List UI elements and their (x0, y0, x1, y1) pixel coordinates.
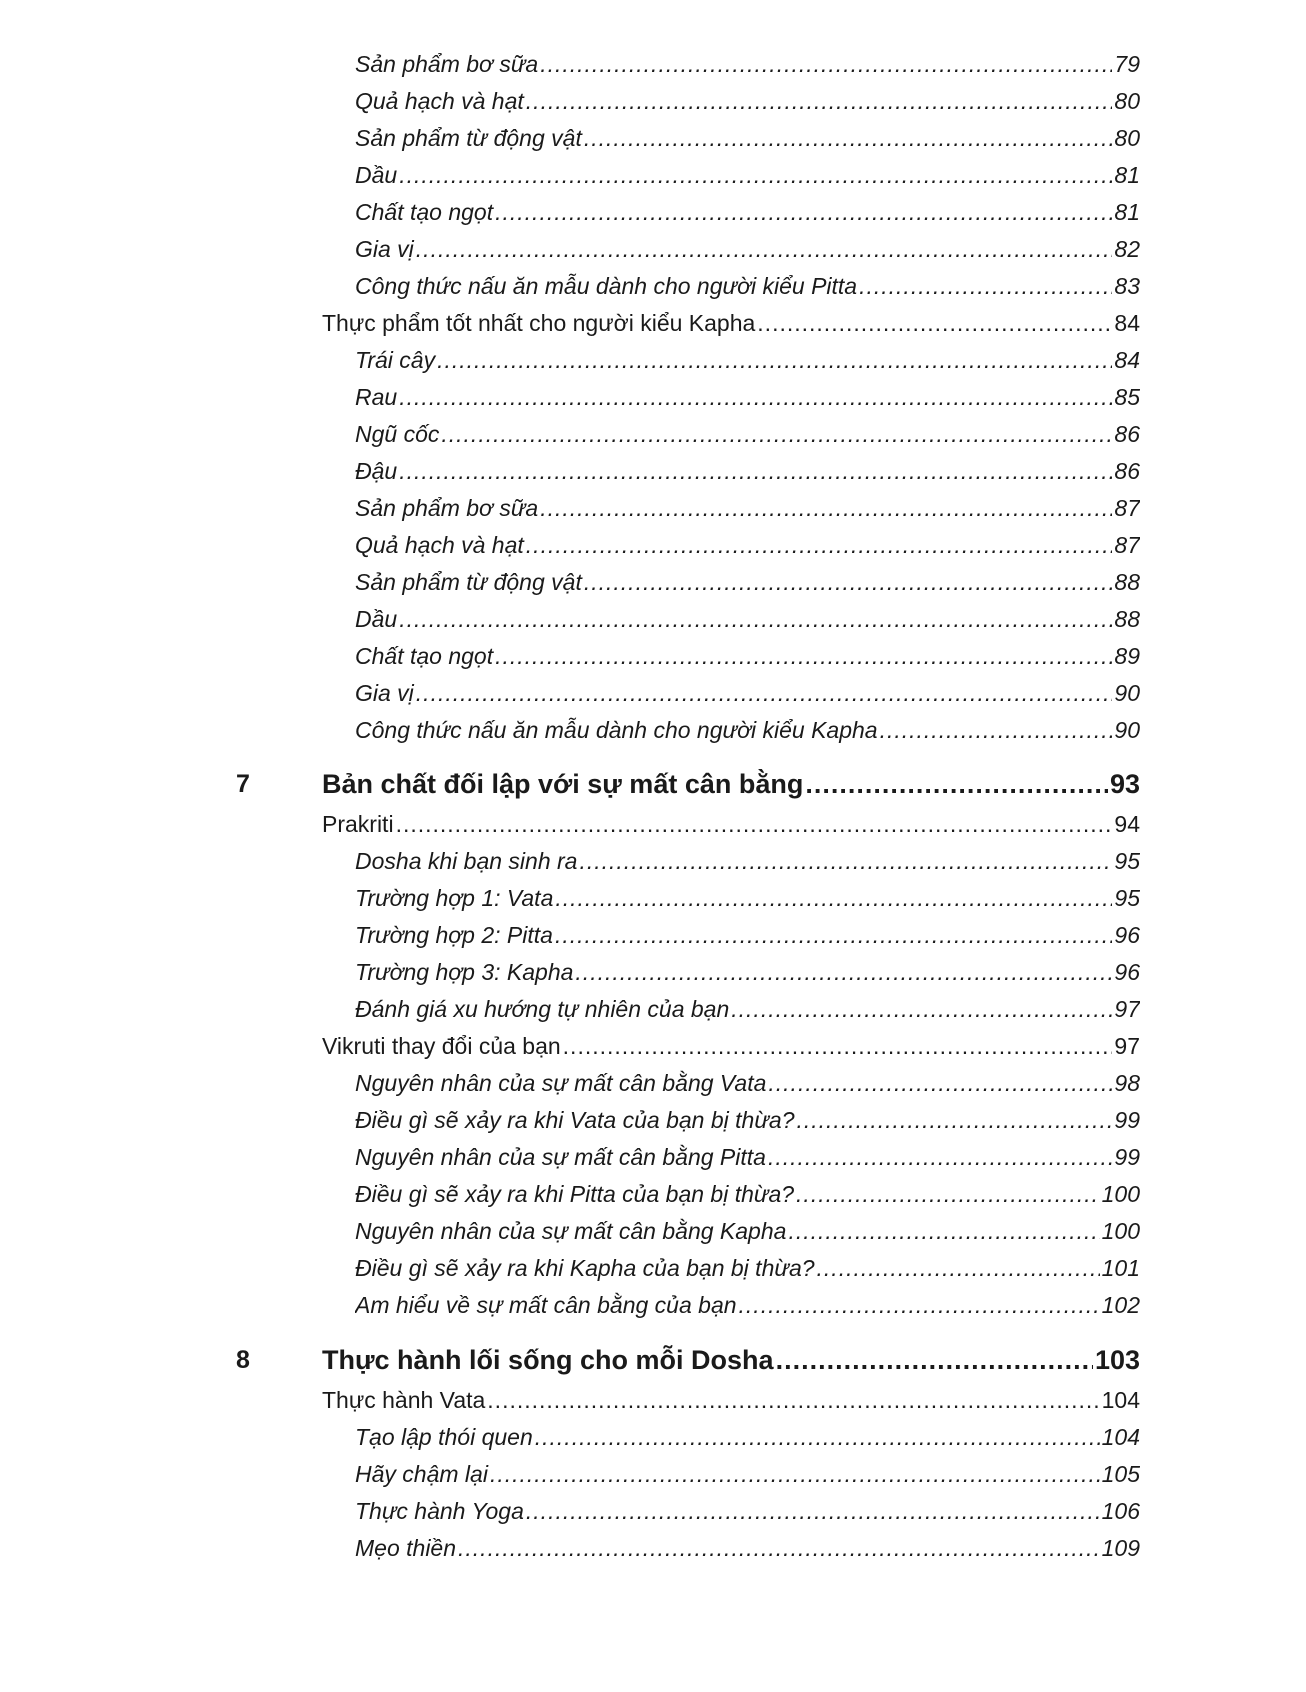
toc-entry-title: Trường hợp 2: Pitta (355, 922, 553, 948)
toc-entry-title: Hãy chậm lại (355, 1461, 488, 1487)
toc-entry-page: 81 (1114, 199, 1140, 225)
toc-section-entry[interactable] (322, 807, 1140, 841)
toc-entry[interactable] (355, 1494, 1140, 1528)
toc-entry-page: 102 (1101, 1292, 1140, 1318)
toc-entry-page: 87 (1114, 495, 1140, 521)
toc-entry[interactable] (355, 918, 1140, 952)
toc-entry-title: Trường hợp 3: Kapha (355, 959, 574, 985)
toc-entry-page: 104 (1101, 1387, 1140, 1413)
toc-entry-title: Tạo lập thói quen (355, 1424, 533, 1450)
toc-entry-title: Công thức nấu ăn mẫu dành cho người kiểu Kapha (355, 717, 878, 743)
toc-entry[interactable] (355, 1140, 1140, 1174)
toc-entry-title: Thực phẩm tốt nhất cho người kiểu Kapha (322, 310, 756, 336)
toc-entry-title: Dosha khi bạn sinh ra (355, 848, 578, 874)
dot-leader (768, 1140, 1112, 1174)
toc-entry-title: Thực hành Yoga (355, 1498, 524, 1524)
toc-entry[interactable] (355, 232, 1140, 266)
toc-entry-page: 86 (1114, 421, 1140, 447)
toc-entry[interactable] (355, 528, 1140, 562)
toc-entry[interactable] (355, 881, 1140, 915)
toc-entry-title: Trái cây (355, 347, 436, 373)
toc-entry-page: 82 (1114, 236, 1140, 262)
toc-entry-title: Điều gì sẽ xảy ra khi Vata của bạn bị thừa? (355, 1107, 795, 1133)
toc-chapter-title: Thực hành lối sống cho mỗi Dosha (322, 1345, 774, 1375)
toc-entry-page: 94 (1114, 811, 1140, 837)
toc-entry-title: Chất tạo ngọt (355, 199, 494, 225)
dot-leader (535, 1420, 1100, 1454)
toc-entry-title: Nguyên nhân của sự mất cân bằng Pitta (355, 1144, 766, 1170)
toc-section-entry[interactable] (322, 1383, 1140, 1417)
toc-entry-title: Đánh giá xu hướng tự nhiên của bạn (355, 996, 730, 1022)
dot-leader (399, 602, 1112, 636)
dot-leader (776, 1340, 1093, 1380)
toc-entry-title: Điều gì sẽ xảy ra khi Pitta của bạn bị thừa? (355, 1181, 795, 1207)
toc-entry-page: 88 (1114, 569, 1140, 595)
toc-entry-page: 84 (1114, 347, 1140, 373)
toc-entry-title: Am hiểu về sự mất cân bằng của bạn (355, 1292, 737, 1318)
dot-leader (399, 454, 1112, 488)
toc-entry-title: Dầu (355, 606, 398, 632)
toc-entry-title: Công thức nấu ăn mẫu dành cho người kiểu Pitta (355, 273, 858, 299)
toc-entry-page: 90 (1114, 680, 1140, 706)
toc-section-entry[interactable] (322, 306, 1140, 340)
toc-entry-page: 104 (1101, 1424, 1140, 1450)
dot-leader (416, 676, 1113, 710)
toc-entry[interactable] (355, 1288, 1140, 1322)
toc-chapter-entry[interactable] (322, 764, 1140, 804)
toc-entry[interactable] (355, 269, 1140, 303)
toc-entry-page: 97 (1114, 996, 1140, 1022)
toc-entry[interactable] (355, 955, 1140, 989)
toc-entry-page: 96 (1114, 922, 1140, 948)
toc-entry-title: Sản phẩm từ động vật (355, 569, 582, 595)
dot-leader (579, 844, 1112, 878)
toc-entry[interactable] (355, 565, 1140, 599)
dot-leader (490, 1457, 1100, 1491)
toc-entry[interactable] (355, 47, 1140, 81)
dot-leader (731, 992, 1112, 1026)
dot-leader (540, 47, 1112, 81)
toc-entry[interactable] (355, 380, 1140, 414)
dot-leader (584, 121, 1113, 155)
dot-leader (880, 713, 1113, 747)
toc-entry[interactable] (355, 1420, 1140, 1454)
dot-leader (739, 1288, 1100, 1322)
toc-entry-page: 95 (1114, 885, 1140, 911)
dot-leader (817, 1251, 1100, 1285)
toc-entry[interactable] (355, 844, 1140, 878)
toc-entry-page: 93 (1109, 769, 1140, 799)
dot-leader (584, 565, 1113, 599)
toc-entry[interactable] (355, 1066, 1140, 1100)
dot-leader (399, 380, 1112, 414)
toc-entry-page: 86 (1114, 458, 1140, 484)
toc-entry-page: 99 (1114, 1144, 1140, 1170)
toc-entry[interactable] (355, 1177, 1140, 1211)
toc-entry-title: Ngũ cốc (355, 421, 440, 447)
toc-entry-title: Quả hạch và hạt (355, 88, 524, 114)
toc-entry-page: 103 (1094, 1345, 1140, 1375)
toc-entry-page: 89 (1114, 643, 1140, 669)
dot-leader (458, 1531, 1100, 1565)
toc-entry-title: Chất tạo ngọt (355, 643, 494, 669)
toc-chapter-entry[interactable] (322, 1340, 1140, 1380)
toc-entry-page: 80 (1114, 88, 1140, 114)
dot-leader (859, 269, 1112, 303)
toc-entry[interactable] (355, 676, 1140, 710)
toc-entry[interactable] (355, 195, 1140, 229)
toc-entry-page: 98 (1114, 1070, 1140, 1096)
toc-entry-page: 99 (1114, 1107, 1140, 1133)
toc-entry[interactable] (355, 491, 1140, 525)
toc-entry[interactable] (355, 1214, 1140, 1248)
toc-entry[interactable] (355, 1531, 1140, 1565)
dot-leader (796, 1103, 1112, 1137)
toc-entry-page: 80 (1114, 125, 1140, 151)
toc-entry-title: Trường hợp 1: Vata (355, 885, 554, 911)
dot-leader (526, 1494, 1100, 1528)
toc-entry-title: Rau (355, 384, 398, 410)
toc-entry-page: 83 (1114, 273, 1140, 299)
toc-entry-page: 81 (1114, 162, 1140, 188)
toc-entry-page: 90 (1114, 717, 1140, 743)
toc-entry[interactable] (355, 417, 1140, 451)
dot-leader (796, 1177, 1100, 1211)
toc-entry-title: Đậu (355, 458, 398, 484)
toc-entry[interactable] (355, 713, 1140, 747)
dot-leader (788, 1214, 1099, 1248)
toc-entry-page: 84 (1114, 310, 1140, 336)
dot-leader (487, 1383, 1099, 1417)
dot-leader (416, 232, 1113, 266)
dot-leader (555, 881, 1112, 915)
dot-leader (526, 84, 1113, 118)
toc-entry-title: Nguyên nhân của sự mất cân bằng Kapha (355, 1218, 787, 1244)
toc-entry-title: Mẹo thiền (355, 1535, 457, 1561)
dot-leader (495, 195, 1112, 229)
toc-entry-page: 101 (1101, 1255, 1140, 1281)
toc-entry[interactable] (355, 343, 1140, 377)
dot-leader (805, 764, 1108, 804)
toc-entry-title: Vikruti thay đổi của bạn (322, 1033, 561, 1059)
toc-entry-page: 87 (1114, 532, 1140, 558)
toc-entry-page: 85 (1114, 384, 1140, 410)
toc-entry-page: 95 (1114, 848, 1140, 874)
dot-leader (540, 491, 1112, 525)
chapter-number: 7 (236, 770, 250, 798)
dot-leader (399, 158, 1112, 192)
dot-leader (495, 639, 1112, 673)
toc-entry-page: 106 (1101, 1498, 1140, 1524)
toc-entry[interactable] (355, 454, 1140, 488)
toc-entry-title: Sản phẩm bơ sữa (355, 51, 539, 77)
toc-entry-page: 109 (1101, 1535, 1140, 1561)
toc-chapter-title: Bản chất đối lập với sự mất cân bằng (322, 769, 804, 799)
toc-entry-title: Nguyên nhân của sự mất cân bằng Vata (355, 1070, 767, 1096)
dot-leader (555, 918, 1112, 952)
toc-entry-title: Sản phẩm từ động vật (355, 125, 582, 151)
dot-leader (396, 807, 1113, 841)
toc-entry-page: 105 (1101, 1461, 1140, 1487)
chapter-number: 8 (236, 1346, 250, 1374)
toc-entry[interactable] (355, 158, 1140, 192)
dot-leader (563, 1029, 1113, 1063)
dot-leader (526, 528, 1113, 562)
toc-entry[interactable] (355, 639, 1140, 673)
dot-leader (768, 1066, 1112, 1100)
toc-section-entry[interactable] (322, 1029, 1140, 1063)
dot-leader (575, 955, 1112, 989)
toc-entry-title: Prakriti (322, 811, 394, 837)
toc-entry[interactable] (355, 992, 1140, 1026)
toc-entry-page: 100 (1101, 1181, 1140, 1207)
toc-entry-title: Sản phẩm bơ sữa (355, 495, 539, 521)
dot-leader (437, 343, 1112, 377)
toc-entry-page: 100 (1101, 1218, 1140, 1244)
toc-entry[interactable] (355, 1251, 1140, 1285)
toc-entry-title: Điều gì sẽ xảy ra khi Kapha của bạn bị thừa? (355, 1255, 815, 1281)
toc-entry-title: Gia vị (355, 680, 414, 706)
toc-entry-title: Gia vị (355, 236, 414, 262)
toc-entry-page: 97 (1114, 1033, 1140, 1059)
toc-entry-page: 96 (1114, 959, 1140, 985)
toc-entry-page: 79 (1114, 51, 1140, 77)
dot-leader (757, 306, 1112, 340)
toc-entry[interactable] (355, 1457, 1140, 1491)
toc-entry[interactable] (355, 84, 1140, 118)
toc-entry-title: Thực hành Vata (322, 1387, 486, 1413)
toc-entry-page: 88 (1114, 606, 1140, 632)
toc-entry[interactable] (355, 1103, 1140, 1137)
dot-leader (441, 417, 1112, 451)
toc-entry-title: Dầu (355, 162, 398, 188)
toc-entry[interactable] (355, 602, 1140, 636)
toc-entry[interactable] (355, 121, 1140, 155)
toc-entry-title: Quả hạch và hạt (355, 532, 524, 558)
